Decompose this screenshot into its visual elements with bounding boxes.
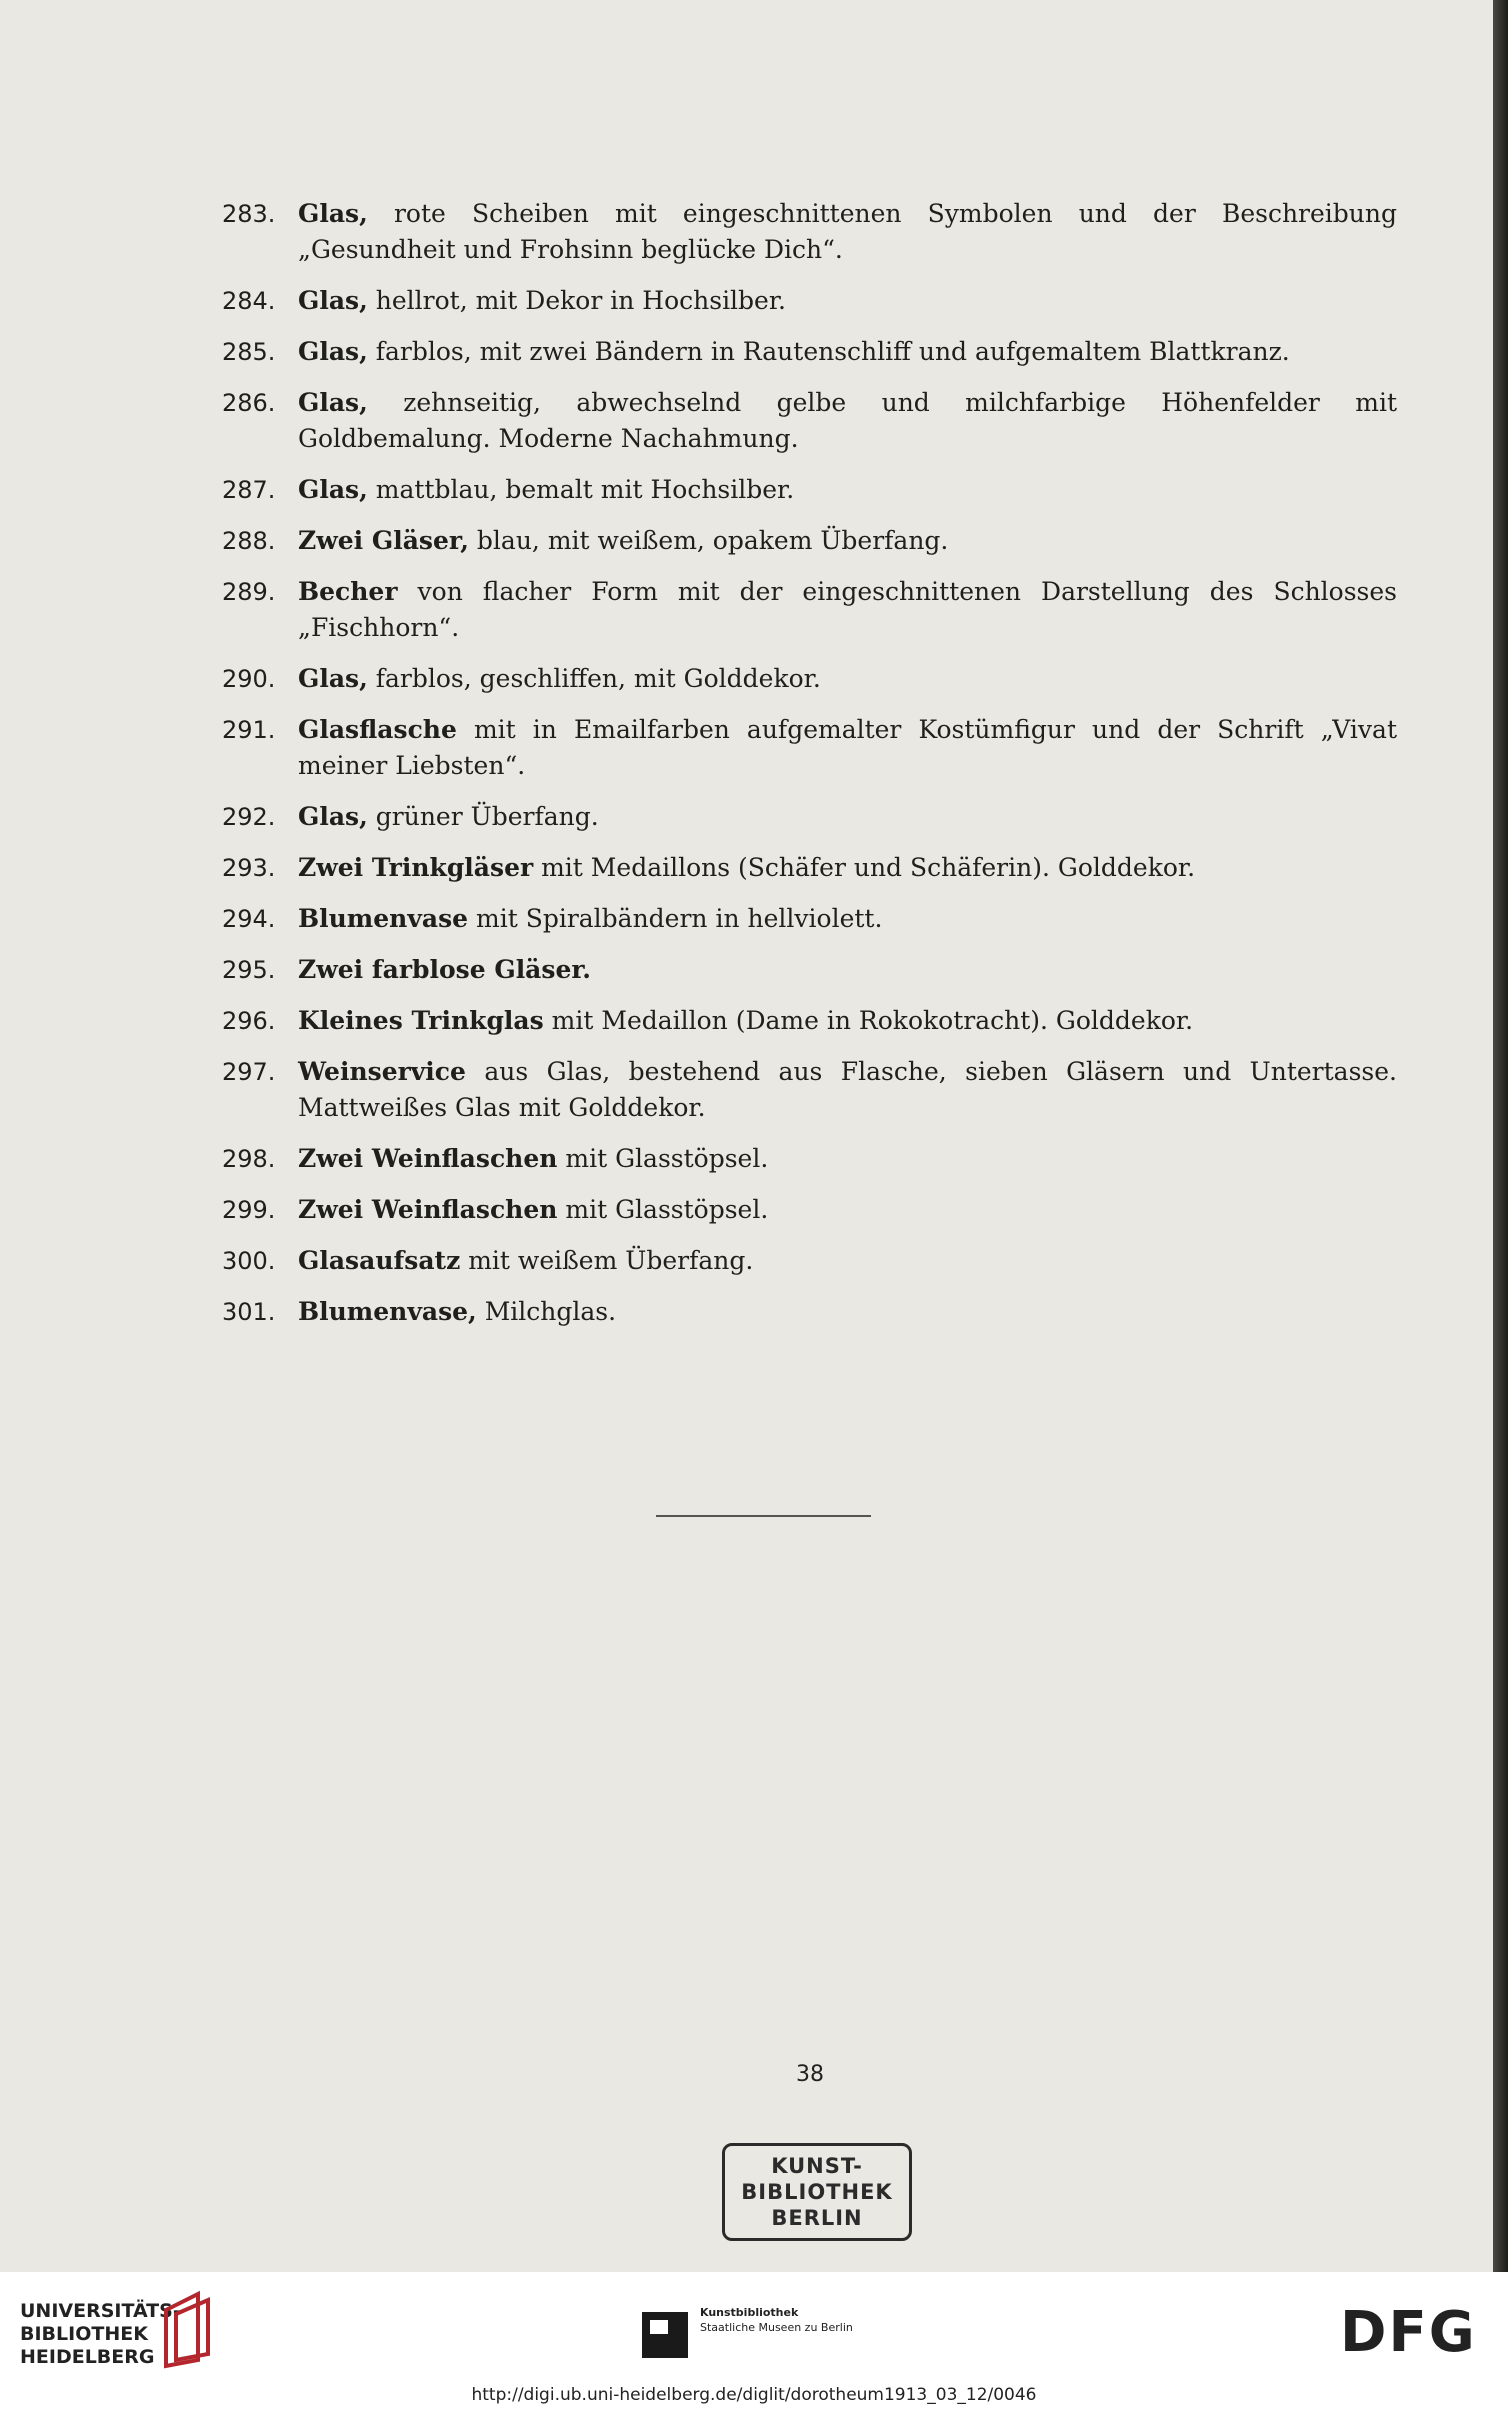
catalog-entry [222, 1243, 1397, 1279]
entry-lead: Glas, [298, 286, 368, 315]
page-number: 38 [796, 2062, 824, 2087]
entry-description: mit Medaillons (Schäfer und Schäferin). Golddekor. [533, 853, 1196, 882]
entry-text [298, 952, 1397, 988]
catalog-entry [222, 1192, 1397, 1228]
catalog-entry [222, 661, 1397, 697]
catalog-entry [222, 952, 1397, 988]
entry-number: 287. [222, 476, 276, 504]
entry-lead: Glasaufsatz [298, 1246, 461, 1275]
source-url-link[interactable]: http://digi.ub.uni-heidelberg.de/diglit/dorotheum1913_03_12/0046 [471, 2385, 1037, 2405]
entry-lead: Glasflasche [298, 715, 457, 744]
catalog-entry [222, 283, 1397, 319]
entry-description: mit Glasstöpsel. [557, 1195, 769, 1224]
entry-description: blau, mit weißem, opakem Überfang. [468, 526, 949, 555]
catalog-entry [222, 196, 1397, 268]
entry-text [298, 1294, 1397, 1330]
kunstbibliothek-logo-icon [640, 2310, 690, 2360]
entry-text [298, 334, 1397, 370]
university-library-label [20, 2300, 181, 2369]
catalog-entry [222, 850, 1397, 886]
entry-lead: Zwei Trinkgläser [298, 853, 534, 882]
entry-lead: Weinservice [298, 1057, 466, 1086]
entry-text [298, 712, 1397, 784]
entry-lead: Blumenvase, [298, 1297, 477, 1326]
entry-text [298, 661, 1397, 697]
catalog-entry [222, 1294, 1397, 1330]
stamp-line-1: KUNST- [771, 2154, 863, 2178]
catalog-entry [222, 574, 1397, 646]
entry-text [298, 1054, 1397, 1126]
kb-line-2: Staatliche Museen zu Berlin [700, 2321, 853, 2334]
catalog-entry [222, 523, 1397, 559]
entry-description: von flacher Form mit der eingeschnittenen Darstellung des Schlosses „Fischhorn“. [298, 577, 1397, 642]
uni-line-1: UNIVERSITÄTS- [20, 2300, 181, 2322]
entry-text [298, 1003, 1397, 1039]
entry-number: 290. [222, 665, 276, 693]
uni-line-2: BIBLIOTHEK [20, 2323, 148, 2345]
entry-description: mit in Emailfarben aufgemalter Kostümfigur und der Schrift „Vivat meiner Liebsten“. [298, 715, 1397, 780]
entry-description: farblos, mit zwei Bändern in Rautenschliff und aufgemaltem Blattkranz. [367, 337, 1290, 366]
entry-number: 283. [222, 200, 276, 228]
entry-lead: Glas, [298, 337, 368, 366]
entry-description: zehnseitig, abwechselnd gelbe und milchfarbige Höhenfelder mit Goldbemalung. Moderne Nachahmung. [298, 388, 1397, 453]
entry-description: mit weißem Überfang. [460, 1246, 754, 1275]
entry-text [298, 283, 1397, 319]
entry-lead: Kleines Trinkglas [298, 1006, 544, 1035]
entry-text [298, 901, 1397, 937]
entry-lead: Blumenvase [298, 904, 469, 933]
entry-number: 284. [222, 287, 276, 315]
entry-text [298, 574, 1397, 646]
page-edge-shadow [1493, 0, 1508, 2272]
entry-number: 292. [222, 803, 276, 831]
entry-text [298, 1192, 1397, 1228]
entry-text [298, 850, 1397, 886]
entry-text [298, 1243, 1397, 1279]
kunstbibliothek-label [700, 2305, 853, 2335]
entry-text [298, 523, 1397, 559]
catalog-entry [222, 799, 1397, 835]
entry-lead: Zwei Weinflaschen [298, 1144, 558, 1173]
kb-line-1: Kunstbibliothek [700, 2306, 799, 2319]
entry-number: 297. [222, 1058, 276, 1086]
entry-number: 295. [222, 956, 276, 984]
entry-text [298, 799, 1397, 835]
catalog-entry [222, 385, 1397, 457]
uni-line-3: HEIDELBERG [20, 2346, 155, 2368]
catalog-entry [222, 1054, 1397, 1126]
entry-number: 291. [222, 716, 276, 744]
entry-number: 299. [222, 1196, 276, 1224]
entry-description: rote Scheiben mit eingeschnittenen Symbolen und der Beschreibung „Gesundheit und Frohsinn beglücke Dich“. [298, 199, 1397, 264]
entry-description: aus Glas, bestehend aus Flasche, sieben Gläsern und Untertasse. Mattweißes Glas mit Golddekor. [298, 1057, 1397, 1122]
entry-number: 300. [222, 1247, 276, 1275]
entry-number: 288. [222, 527, 276, 555]
entry-number: 298. [222, 1145, 276, 1173]
entry-lead: Glas, [298, 664, 368, 693]
entry-number: 296. [222, 1007, 276, 1035]
entry-number: 301. [222, 1298, 276, 1326]
catalog-entries [222, 196, 1397, 1345]
entry-lead: Glas, [298, 475, 368, 504]
entry-description: mattblau, bemalt mit Hochsilber. [367, 475, 795, 504]
entry-number: 286. [222, 389, 276, 417]
entry-number: 293. [222, 854, 276, 882]
entry-text [298, 472, 1397, 508]
dfg-logo: DFG [1340, 2300, 1477, 2365]
entry-lead: Zwei farblose Gläser. [298, 955, 591, 984]
entry-text [298, 385, 1397, 457]
entry-description: mit Medaillon (Dame in Rokokotracht). Golddekor. [543, 1006, 1194, 1035]
entry-lead: Zwei Weinflaschen [298, 1195, 558, 1224]
entry-description: hellrot, mit Dekor in Hochsilber. [367, 286, 787, 315]
entry-description: Milchglas. [476, 1297, 617, 1326]
entry-lead: Becher [298, 577, 398, 606]
stamp-line-3: BERLIN [771, 2206, 863, 2230]
entry-description: mit Spiralbändern in hellviolett. [468, 904, 883, 933]
entry-number: 294. [222, 905, 276, 933]
section-divider-rule [656, 1515, 871, 1517]
catalog-entry [222, 334, 1397, 370]
stamp-line-2: BIBLIOTHEK [741, 2180, 893, 2204]
entry-text [298, 196, 1397, 268]
entry-description: grüner Überfang. [367, 802, 599, 831]
entry-lead: Zwei Gläser, [298, 526, 469, 555]
entry-text [298, 1141, 1397, 1177]
entry-description: mit Glasstöpsel. [557, 1144, 769, 1173]
entry-lead: Glas, [298, 802, 368, 831]
entry-number: 285. [222, 338, 276, 366]
catalog-entry [222, 1141, 1397, 1177]
entry-description: farblos, geschliffen, mit Golddekor. [367, 664, 821, 693]
university-logo-icon [158, 2290, 218, 2370]
catalog-entry [222, 712, 1397, 784]
catalog-entry [222, 472, 1397, 508]
entry-number: 289. [222, 578, 276, 606]
entry-lead: Glas, [298, 388, 368, 417]
entry-lead: Glas, [298, 199, 368, 228]
catalog-entry [222, 1003, 1397, 1039]
catalog-entry [222, 901, 1397, 937]
library-stamp [722, 2143, 912, 2241]
